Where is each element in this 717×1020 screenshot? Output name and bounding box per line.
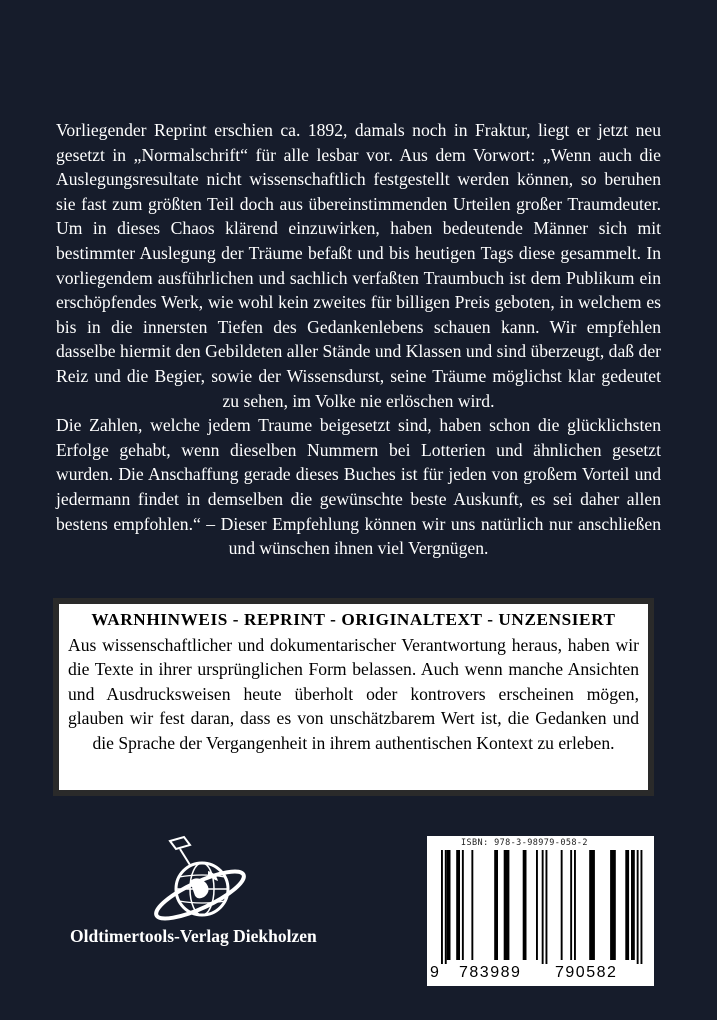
warning-body: Aus wissenschaftlicher und dokumentarischer Verantwortung heraus, haben wir die Texte in ihrer ursprünglichen Form belassen. Auch wenn manche Ansichten und Ausdrucksweisen heute überholt oder kontrovers erscheinen mögen, glauben wir fest daran, dass es von unschätzbarem Wert ist, die Gedanken und die Sprache der Vergangenheit in ihrem authentischen Kontext zu erleben. bbox=[68, 635, 639, 753]
blurb-paragraph-2: Die Zahlen, welche jedem Traume beigesetzt sind, haben schon die glücklichsten Erfolge gehabt, wenn dieselben Nummern bei Lotterien und ähnlichen gesetzt wurden. Die Anschaffung gerade dieses Buches ist für jeden von großem Vorteil und jedermann findet in demselben die gewünschte beste Auskunft, es sei daher allen bestens empfohlen.“ – Dieser Empfehlung können wir uns natürlich nur anschließen und wünschen ihnen viel Vergnügen. bbox=[56, 415, 661, 559]
barcode bbox=[427, 836, 654, 986]
back-cover-blurb bbox=[56, 118, 661, 561]
blurb-paragraph-1: Vorliegender Reprint erschien ca. 1892, damals noch in Fraktur, liegt er jetzt neu gesetzt in „Normalschrift“ für alle lesbar vor. Aus dem Vorwort: „Wenn auch die Auslegungsresultate nicht wissenschaftlich festgestellt werden können, so beruhen sie fast zum größten Teil doch aus übereinstimmenden Urteilen großer Traumdeuter. Um in dieses Chaos klärend einzuwirken, haben bedeutende Männer sich mit bestimmter Auslegung der Träume befaßt und bis heutigen Tags diese gesammelt. In vorliegendem ausführlichen und sachlich verfaßten Traumbuch ist dem Publikum ein erschöpfendes Werk, wie wohl kein zweites für billigen Preis geboten, in welchem es bis in die innersten Tiefen des Gedankenlebens schauen kann. Wir empfehlen dasselbe hiermit den Gebildeten aller Stände und Klassen und sind überzeugt, daß der Reiz und die Begier, sowie der Wissensdurst, seine Träume möglichst klar gedeutet zu sehen, im Volke nie erlöschen wird. bbox=[56, 120, 661, 411]
isbn-label: ISBN: 978-3-98979-058-2 bbox=[461, 838, 588, 848]
globe-with-ring-logo-icon bbox=[150, 833, 250, 927]
barcode-digit-first: 9 bbox=[430, 964, 441, 981]
barcode-digits-group-2: 790582 bbox=[555, 964, 618, 981]
publisher-name: Oldtimertools-Verlag Diekholzen bbox=[70, 926, 317, 946]
warning-box bbox=[53, 598, 654, 796]
barcode-bars bbox=[427, 850, 654, 964]
barcode-digits-group-1: 783989 bbox=[459, 964, 522, 981]
warning-title: WARNHINWEIS - REPRINT - ORIGINALTEXT - UNZENSIERT bbox=[91, 610, 616, 629]
warning-box-inner bbox=[59, 604, 648, 790]
